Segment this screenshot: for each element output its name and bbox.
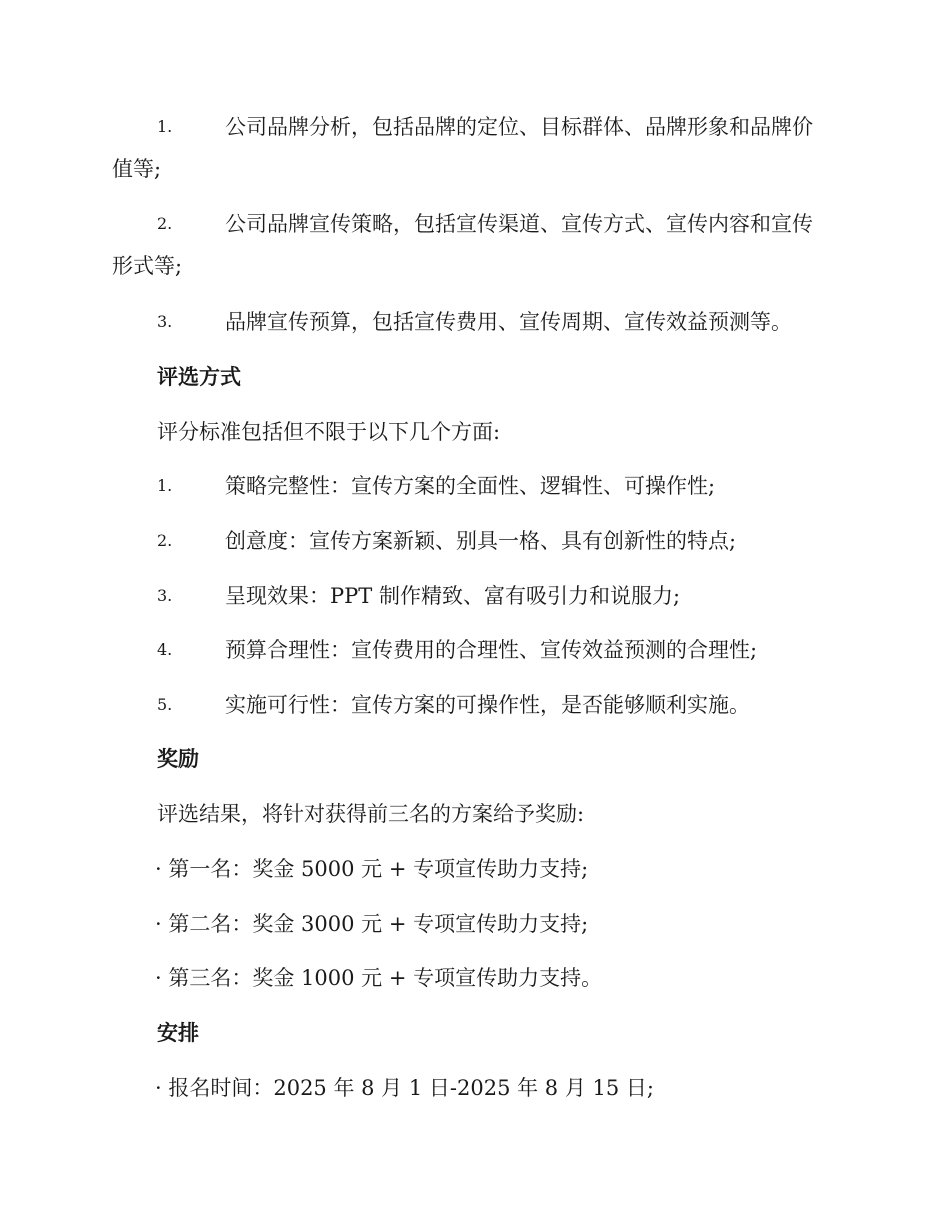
list-number: 1.: [157, 476, 173, 495]
section-heading: 评选方式: [157, 365, 241, 389]
list-text: 预算合理性：宣传费用的合理性、宣传效益预测的合理性;: [225, 638, 758, 662]
list-text: 实施可行性：宣传方案的可操作性，是否能够顺利实施。: [225, 693, 750, 717]
bullet-text: · 第一名：奖金 5000 元 + 专项宣传助力支持;: [155, 857, 589, 881]
list-number: 4.: [157, 640, 173, 659]
list-number: 1.: [157, 117, 173, 136]
list-text: 公司品牌分析，包括品牌的定位、目标群体、品牌形象和品牌价: [225, 115, 813, 139]
section-intro: 评分标准包括但不限于以下几个方面:: [157, 420, 501, 444]
section-intro: 评选结果，将针对获得前三名的方案给予奖励:: [157, 802, 585, 826]
section-heading: 安排: [157, 1021, 199, 1045]
list-number: 5.: [157, 695, 173, 714]
list-number: 3.: [157, 312, 173, 331]
list-text-continuation: 形式等;: [112, 254, 183, 278]
section-heading: 奖励: [157, 747, 199, 771]
list-text: 呈现效果：PPT 制作精致、富有吸引力和说服力;: [225, 584, 681, 608]
bullet-text: · 第三名：奖金 1000 元 + 专项宣传助力支持。: [155, 966, 603, 990]
list-text: 策略完整性：宣传方案的全面性、逻辑性、可操作性;: [225, 474, 716, 498]
list-number: 2.: [157, 531, 173, 550]
bullet-text: · 报名时间：2025 年 8 月 1 日-2025 年 8 月 15 日;: [155, 1076, 654, 1100]
list-text-continuation: 值等;: [112, 157, 162, 181]
list-number: 2.: [157, 214, 173, 233]
list-text: 创意度：宣传方案新颖、别具一格、具有创新性的特点;: [225, 529, 737, 553]
list-number: 3.: [157, 586, 173, 605]
bullet-text: · 第二名：奖金 3000 元 + 专项宣传助力支持;: [155, 912, 589, 936]
list-text: 公司品牌宣传策略，包括宣传渠道、宣传方式、宣传内容和宣传: [225, 212, 813, 236]
list-text: 品牌宣传预算，包括宣传费用、宣传周期、宣传效益预测等。: [225, 310, 792, 334]
